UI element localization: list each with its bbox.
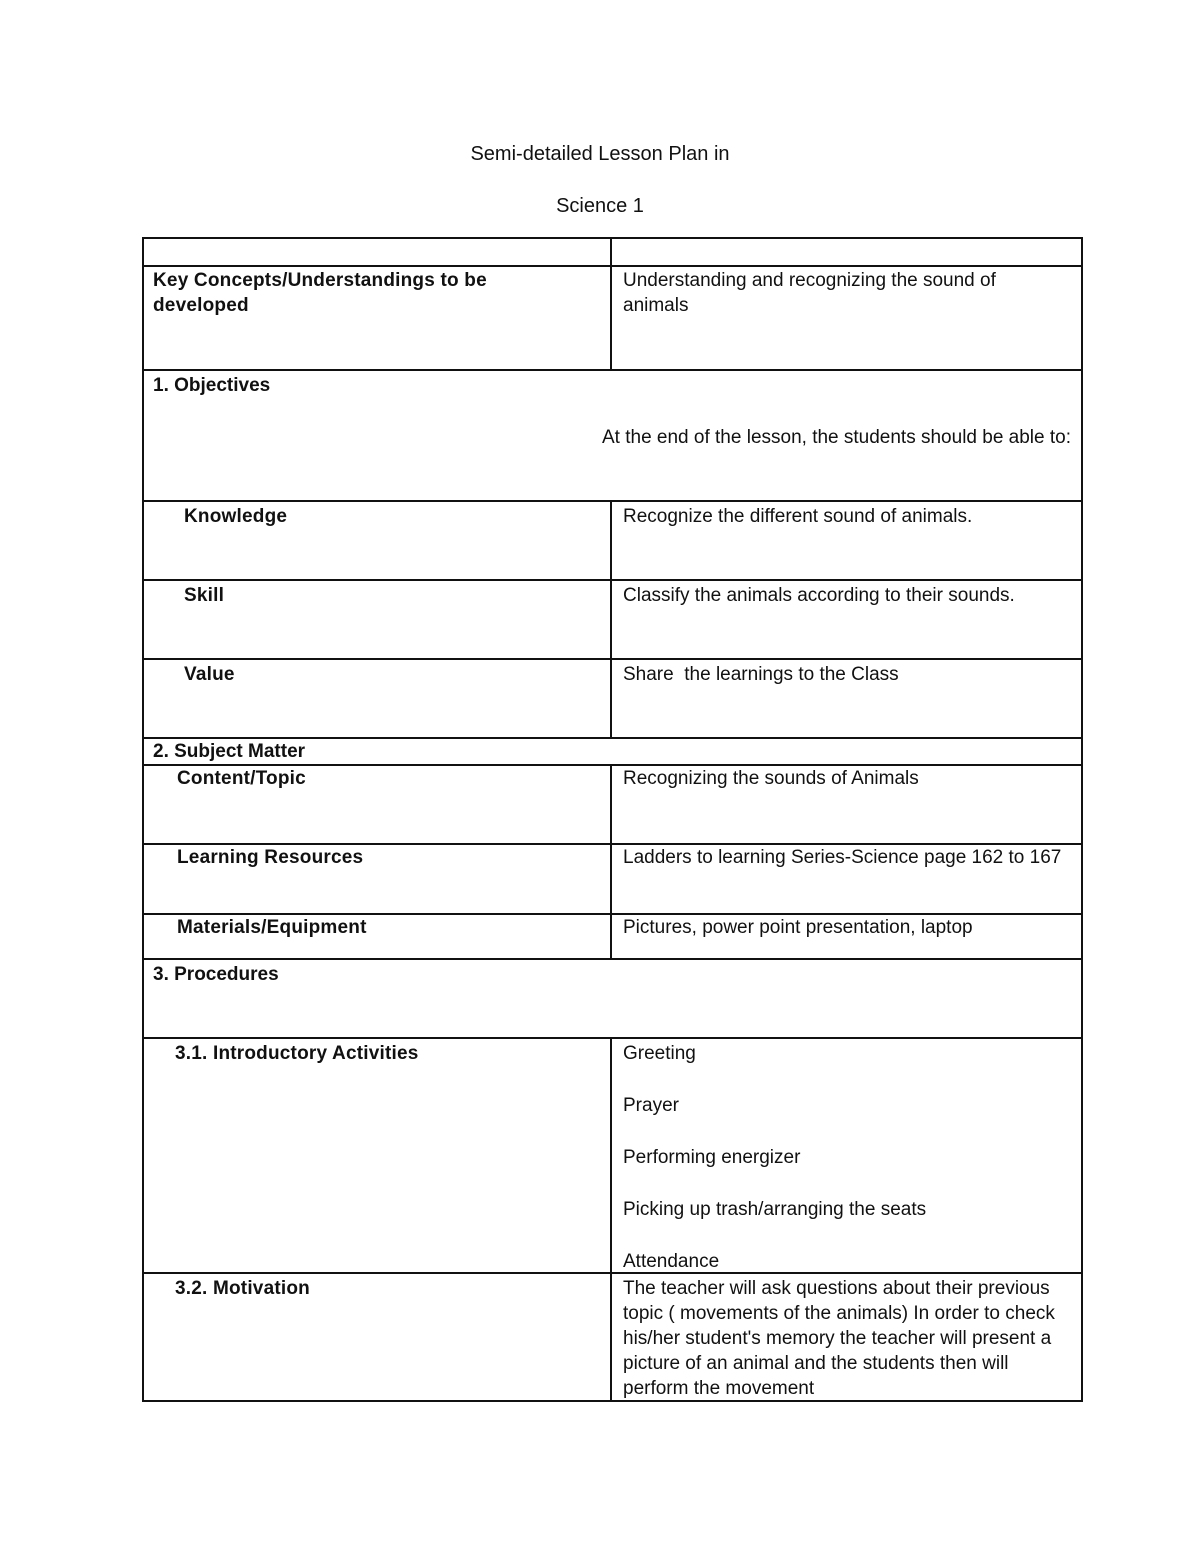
motivation-label: 3.2. Motivation (175, 1278, 310, 1299)
header-cell-left (144, 239, 612, 265)
skill-value-cell (612, 581, 1081, 658)
materials-label: Materials/Equipment (177, 917, 367, 938)
table-row-knowledge (144, 502, 1081, 581)
motivation-value-cell (612, 1274, 1081, 1400)
value-label-cell (144, 660, 612, 737)
lesson-plan-table (142, 237, 1083, 1402)
knowledge-label-cell (144, 502, 612, 579)
table-row-content-topic (144, 766, 1081, 845)
list-item: Performing energizer (623, 1147, 801, 1168)
intro-activities-label: 3.1. Introductory Activities (175, 1043, 419, 1064)
table-row-motivation (144, 1274, 1081, 1400)
intro-label-cell (144, 1039, 612, 1272)
knowledge-value-cell (612, 502, 1081, 579)
motivation-value: The teacher will ask questions about their previous topic ( movements of the animals) In order to check his/her student's memory the teacher will present a picture of an animal and the students then will perform the movement (623, 1278, 1055, 1399)
table-header-row (144, 239, 1081, 267)
table-row-key-concepts (144, 267, 1081, 371)
table-row-objectives (144, 371, 1081, 502)
content-label-cell (144, 766, 612, 843)
table-row-materials (144, 915, 1081, 960)
key-concepts-value: Understanding and recognizing the sound of animals (623, 270, 996, 316)
document-title: Semi-detailed Lesson Plan in (470, 143, 730, 165)
materials-value: Pictures, power point presentation, laptop (623, 917, 973, 938)
procedures-heading: 3. Procedures (153, 964, 279, 985)
key-concepts-label-cell (144, 267, 612, 369)
objectives-heading: 1. Objectives (153, 375, 271, 396)
knowledge-value: Recognize the different sound of animals. (623, 506, 973, 527)
list-item: Greeting (623, 1043, 696, 1064)
content-label: Content/Topic (177, 768, 306, 789)
skill-label-cell (144, 581, 612, 658)
list-item: Attendance (623, 1251, 720, 1272)
table-row-subject-matter (144, 739, 1081, 766)
value-value-cell (612, 660, 1081, 737)
content-value: Recognizing the sounds of Animals (623, 768, 919, 789)
materials-label-cell (144, 915, 612, 958)
motivation-label-cell (144, 1274, 612, 1400)
value-value: Share the learnings to the Class (623, 664, 899, 685)
subject-matter-heading: 2. Subject Matter (153, 741, 306, 762)
table-row-value (144, 660, 1081, 739)
document-subject: Science 1 (556, 195, 644, 217)
value-label: Value (184, 664, 235, 685)
skill-value: Classify the animals according to their sounds. (623, 585, 1015, 606)
table-row-procedures (144, 960, 1081, 1039)
header-cell-right (612, 239, 1081, 265)
content-value-cell (612, 766, 1081, 843)
resources-label-cell (144, 845, 612, 913)
intro-activities-list (623, 1041, 926, 1274)
resources-label: Learning Resources (177, 847, 364, 868)
table-row-introductory-activities (144, 1039, 1081, 1274)
materials-value-cell (612, 915, 1081, 958)
list-item: Picking up trash/arranging the seats (623, 1199, 927, 1220)
resources-value-cell (612, 845, 1081, 913)
resources-value: Ladders to learning Series-Science page 162 to 167 (623, 847, 1062, 868)
key-concepts-label: Key Concepts/Understandings to be developed (153, 270, 487, 316)
table-row-learning-resources (144, 845, 1081, 915)
objectives-intro: At the end of the lesson, the students should be able to: (602, 427, 1071, 448)
table-row-skill (144, 581, 1081, 660)
skill-label: Skill (184, 585, 225, 606)
intro-value-cell (612, 1039, 1081, 1272)
knowledge-label: Knowledge (184, 506, 288, 527)
key-concepts-value-cell (612, 267, 1081, 369)
list-item: Prayer (623, 1095, 679, 1116)
